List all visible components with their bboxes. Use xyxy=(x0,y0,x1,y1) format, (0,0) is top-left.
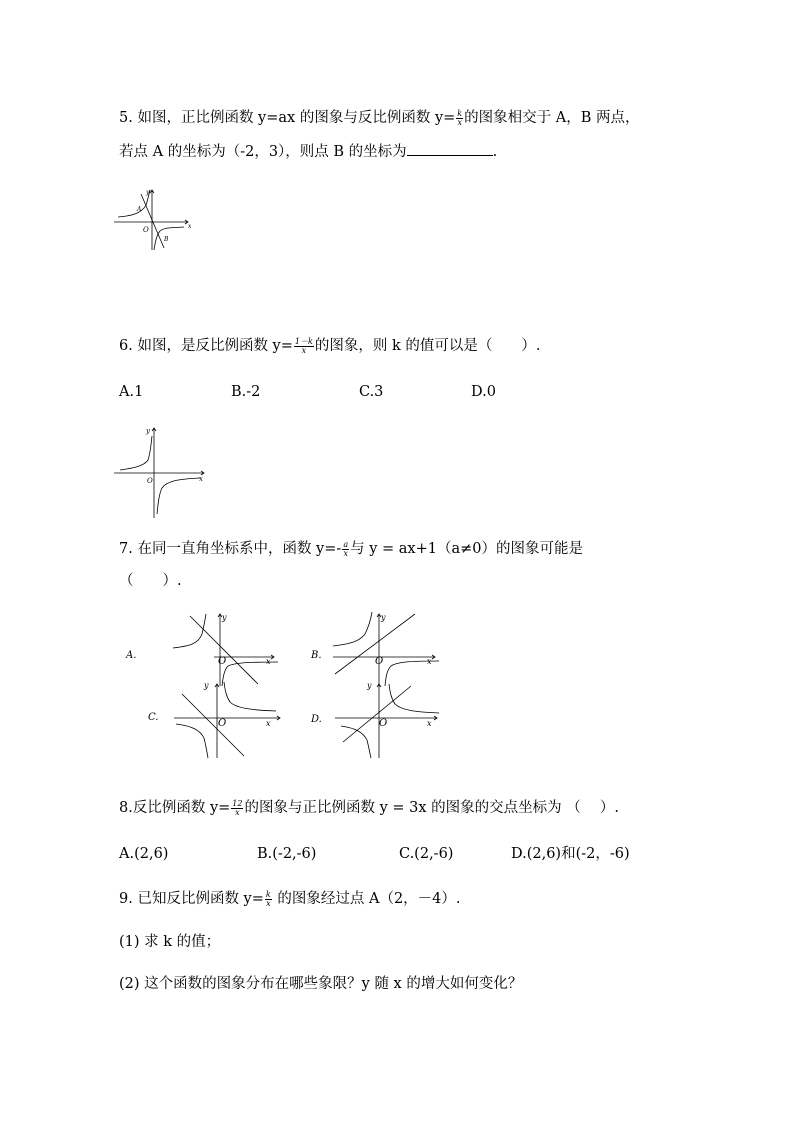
q7-panel-c[interactable] xyxy=(140,680,290,760)
q8-fraction: $\frac{12}{x}$ xyxy=(232,798,243,817)
q9-subquestion-2: (2) 这个函数的图象分布在哪些象限？y 随 x 的增大如何变化？ xyxy=(119,976,523,992)
q6-graph-x-label: x xyxy=(199,475,203,483)
q7-fraction: $\frac{a}{x}$ xyxy=(343,539,349,558)
svg-text:O: O xyxy=(218,718,227,729)
q7-stem-line2: （ ）. xyxy=(119,573,182,589)
q8-option-b[interactable]: B.(-2,-6) xyxy=(257,846,317,862)
q5-number: 5. xyxy=(119,110,133,126)
q9-fraction: $\frac{k}{x}$ xyxy=(265,889,271,908)
q7-panel-b[interactable] xyxy=(305,608,445,688)
q5-line1-post: 的图象相交于 A，B 两点， xyxy=(464,110,640,126)
q9-subquestion-1: (1) 求 k 的值； xyxy=(119,934,221,950)
q6-option-a[interactable]: A.1 xyxy=(119,384,144,400)
q9-stem: 9. 已知反比例函数 y= $\frac{k}{x}$ 的图象经过点 A（2，－4）. xyxy=(119,889,461,908)
q6-number: 6. xyxy=(119,338,133,354)
q7-panel-c-label: C. xyxy=(148,712,159,723)
svg-text:y: y xyxy=(204,681,209,690)
q5-graph-x-label: x xyxy=(188,223,192,230)
svg-text:O: O xyxy=(375,656,384,667)
q5-line2-pre: 若点 A 的坐标为（-2，3），则点 B 的坐标为 xyxy=(119,144,407,160)
q5-graph-origin: O xyxy=(143,226,149,234)
q7-panel-a-label: A. xyxy=(126,650,137,661)
q5-answer-blank[interactable] xyxy=(407,141,493,156)
svg-text:y: y xyxy=(222,613,227,622)
q7-panel-a[interactable] xyxy=(118,608,288,688)
q8-option-c[interactable]: C.(2,-6) xyxy=(399,846,454,862)
q6-graph xyxy=(112,424,210,520)
q7-panel-d-label: D. xyxy=(311,714,322,725)
q6-graph-y-label: y xyxy=(146,427,150,435)
q6-fraction: $\frac{1-k}{x}$ xyxy=(294,336,313,355)
q9-number: 9. xyxy=(119,891,133,907)
q5-fraction: $\frac{k}{x}$ xyxy=(457,108,463,127)
q6-option-b[interactable]: B.-2 xyxy=(231,384,261,400)
q8-stem: 8.反比例函数 y= $\frac{12}{x}$ 的图象与正比例函数 y = 3x 的图象的交点坐标为 （ ）. xyxy=(119,798,619,817)
q5-line1 xyxy=(119,108,640,128)
q7-panel-b-label: B. xyxy=(311,650,322,661)
svg-text:x: x xyxy=(266,657,271,666)
q8-number: 8. xyxy=(119,800,133,816)
q6-stem: 6. 如图，是反比例函数 y= $\frac{1-k}{x}$ 的图象，则 k 的值可以是（ ）. xyxy=(119,336,541,355)
svg-text:y: y xyxy=(367,681,372,690)
q7-panel-d[interactable] xyxy=(305,680,445,760)
q6-option-c[interactable]: C.3 xyxy=(359,384,384,400)
q5-graph-point-a: A xyxy=(137,206,142,213)
svg-text:y: y xyxy=(381,613,386,622)
q7-stem: 7. 在同一直角坐标系中，函数 y=- $\frac{a}{x}$ 与 y = ax+1（a≠0）的图象可能是 xyxy=(119,539,583,558)
q5-graph-y-label: y xyxy=(146,189,150,196)
q6-graph-origin: O xyxy=(147,477,153,485)
q8-option-a[interactable]: A.(2,6) xyxy=(119,846,169,862)
svg-text:x: x xyxy=(427,657,432,666)
q5-graph-point-b: B xyxy=(164,236,169,243)
q6-option-d[interactable]: D.0 xyxy=(471,384,496,400)
svg-text:x: x xyxy=(427,719,432,728)
q5-line2: 若点 A 的坐标为（-2，3），则点 B 的坐标为 . xyxy=(119,141,497,162)
q5-line1-pre: 如图，正比例函数 y=ax 的图象与反比例函数 y= xyxy=(137,110,456,126)
q7-number: 7. xyxy=(119,541,133,557)
svg-text:O: O xyxy=(379,718,388,729)
q5-graph xyxy=(112,186,194,252)
svg-text:x: x xyxy=(266,719,271,728)
svg-text:O: O xyxy=(218,656,227,667)
q8-option-d[interactable]: D.(2,6)和(-2，-6) xyxy=(511,846,630,862)
